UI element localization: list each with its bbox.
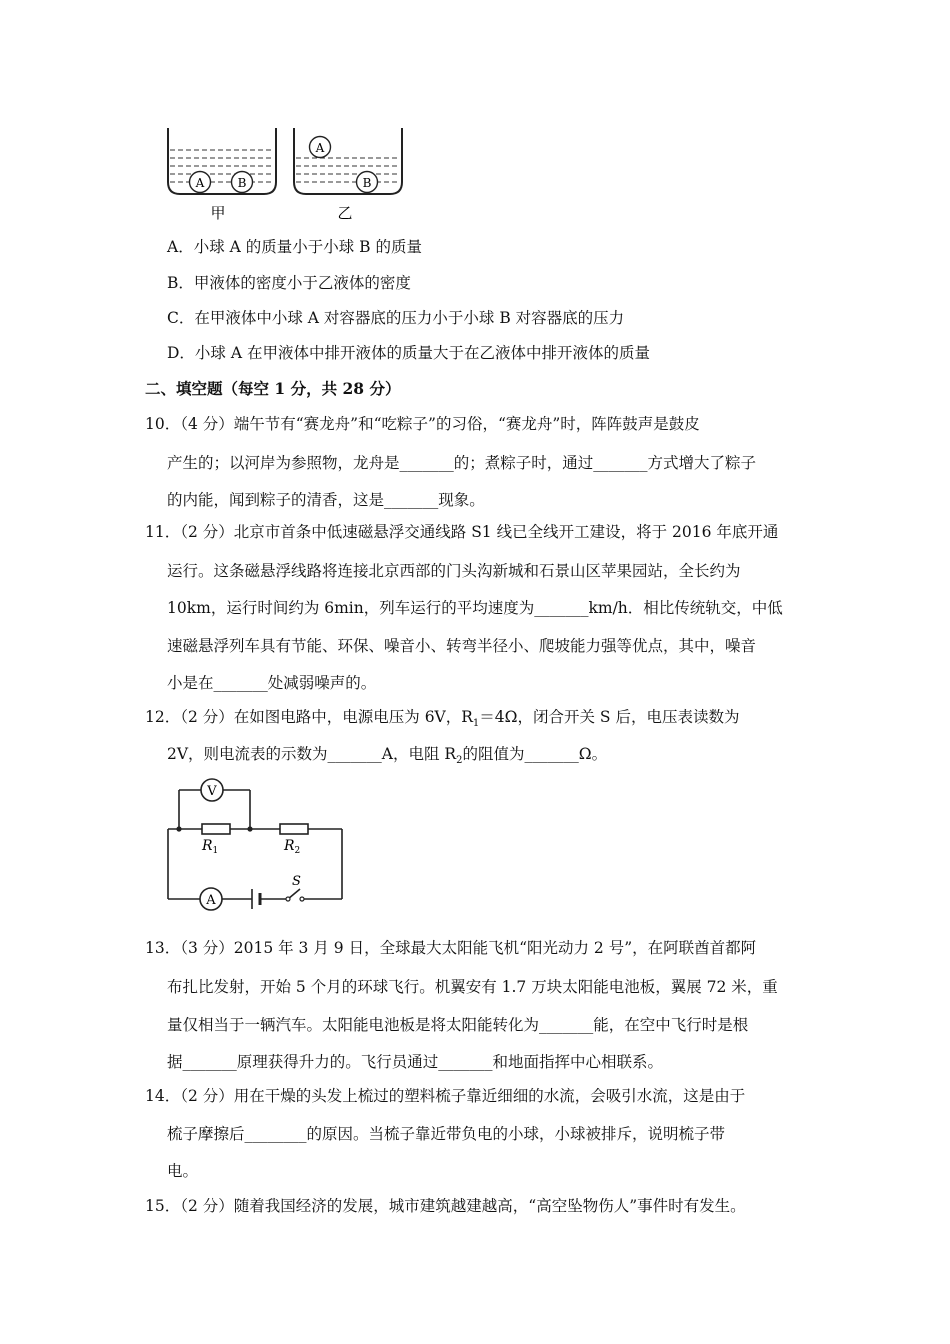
q11-line-1: 11．（2 分）北京市首条中低速磁悬浮交通线路 S1 线已全线开工建设，将于 2016 年底开通	[145, 523, 779, 541]
r2-label: $R_2$	[284, 838, 301, 856]
q13-line-1: 13．（3 分）2015 年 3 月 9 日，全球最大太阳能飞机“阳光动力 2 号”，在阿联酋首都阿	[145, 939, 757, 957]
q12-l2-sub: 2	[456, 755, 463, 767]
q9-option-b: B．甲液体的密度小于乙液体的密度	[167, 274, 411, 292]
q10-line-2: 产生的；以河岸为参照物，龙舟是_______的；煮粽子时，通过_______方式增大了粽子	[167, 454, 757, 472]
q9-option-d: D．小球 A 在甲液体中排开液体的质量大于在乙液体中排开液体的质量	[167, 344, 650, 362]
q11-line-3: 10km，运行时间约为 6min，列车运行的平均速度为_______km/h．相比传统轨交，中低	[167, 599, 783, 617]
q10-line-1: 10．（4 分）端午节有“赛龙舟”和“吃粽子”的习俗，“赛龙舟”时，阵阵鼓声是鼓皮	[145, 415, 700, 433]
q10-line-3: 的内能，闻到粽子的清香，这是_______现象。	[167, 491, 485, 509]
ball-b-right: B	[362, 176, 372, 190]
q12-line-2	[167, 744, 607, 771]
circuit-diagram	[160, 774, 355, 914]
voltmeter-symbol: V	[207, 784, 217, 799]
q9-option-c: C．在甲液体中小球 A 对容器底的压力小于小球 B 对容器底的压力	[167, 309, 625, 327]
q9-option-a: A．小球 A 的质量小于小球 B 的质量	[167, 238, 422, 256]
q12-line-1	[145, 707, 739, 734]
q13-line-3: 量仅相当于一辆汽车。太阳能电池板是将太阳能转化为_______能，在空中飞行时是根	[167, 1016, 749, 1034]
q11-line-5: 小是在_______处减弱噪声的。	[167, 674, 377, 692]
q11-line-4: 速磁悬浮列车具有节能、环保、噪音小、转弯半径小、爬坡能力强等优点，其中，噪音	[167, 637, 757, 655]
q12-l1-a: 12．（2 分）在如图电路中，电源电压为 6V，R	[145, 708, 473, 726]
r1-label: $R_1$	[202, 838, 219, 856]
q12-l1-sub: 1	[472, 718, 480, 730]
label-yi: 乙	[337, 204, 353, 222]
ammeter-symbol: A	[206, 893, 216, 908]
q14-line-2: 梳子摩擦后________的原因。当梳子靠近带负电的小球，小球被排斥，说明梳子带	[167, 1125, 726, 1143]
q12-l1-b: ＝4Ω，闭合开关 S 后，电压表读数为	[479, 708, 740, 726]
q12-l2-b: 的阻值为_______Ω。	[462, 745, 608, 763]
q14-line-1: 14．（2 分）用在干燥的头发上梳过的塑料梳子靠近细细的水流，会吸引水流，这是由于	[145, 1087, 746, 1105]
q13-line-2: 布扎比发射，开始 5 个月的环球飞行。机翼安有 1.7 万块太阳能电池板，翼展 72 米，重	[167, 978, 778, 996]
q15-line-1: 15．（2 分）随着我国经济的发展，城市建筑越建越高，“高空坠物伤人”事件时有发生。	[145, 1197, 746, 1215]
ball-a-left: A	[195, 176, 205, 190]
q13-line-4: 据_______原理获得升力的。飞行员通过_______和地面指挥中心相联系。	[167, 1053, 664, 1071]
ball-a-right: A	[315, 141, 325, 155]
containers-figure	[160, 120, 420, 225]
q14-line-3: 电。	[167, 1162, 199, 1180]
q11-line-2: 运行。这条磁悬浮线路将连接北京西部的门头沟新城和石景山区苹果园站，全长约为	[167, 562, 741, 580]
ball-b-left: B	[237, 176, 247, 190]
label-jia: 甲	[210, 204, 226, 222]
section-title: 二、填空题（每空 1 分，共 28 分）	[145, 379, 401, 398]
q12-l2-a: 2V，则电流表的示数为_______A，电阻 R	[167, 745, 457, 763]
switch-label: S	[292, 874, 301, 889]
